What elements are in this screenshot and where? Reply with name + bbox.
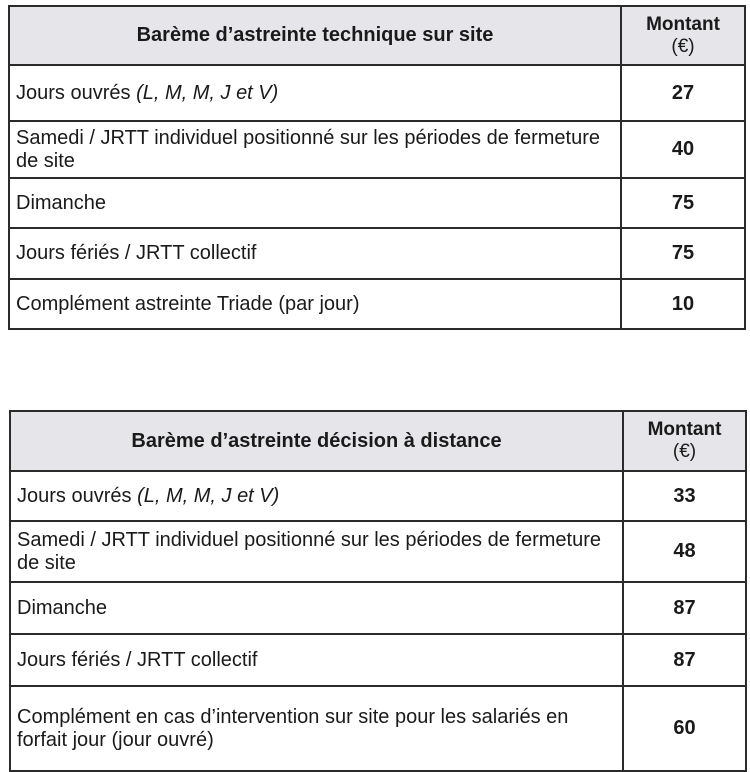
row-label: Dimanche [10, 582, 623, 634]
table-row [10, 686, 746, 771]
amount-column-header [621, 6, 745, 65]
table-header-row [10, 411, 746, 471]
bareme-distance-table [9, 410, 747, 772]
row-amount: 75 [621, 228, 745, 279]
row-amount: 40 [621, 121, 745, 178]
row-label-italic: (L, M, M, J et V) [136, 81, 279, 104]
amount-column-header [623, 411, 746, 471]
amount-header-label: Montant [647, 419, 722, 440]
row-label: Dimanche [9, 178, 621, 228]
row-label-text: Jours ouvrés [16, 81, 137, 104]
row-amount: 87 [623, 634, 746, 686]
row-label-text: Jours ouvrés [17, 484, 138, 507]
table-row [10, 471, 746, 521]
table-header-row [9, 6, 745, 65]
table-row [10, 521, 746, 582]
table-row [10, 582, 746, 634]
amount-header-label: Montant [646, 13, 720, 35]
table-row [9, 65, 745, 121]
row-label: Jours fériés / JRTT collectif [9, 228, 621, 279]
table-row [9, 279, 745, 329]
row-label [10, 471, 623, 521]
table-title: Barème d’astreinte décision à distance [10, 411, 623, 471]
row-label-italic: (L, M, M, J et V) [137, 484, 280, 507]
row-label: Samedi / JRTT individuel positionné sur les périodes de fermeture de site [9, 121, 621, 178]
row-amount: 33 [623, 471, 746, 521]
row-amount: 87 [623, 582, 746, 634]
table-row [10, 634, 746, 686]
row-amount: 27 [621, 65, 745, 121]
bareme-technique-table [8, 5, 746, 330]
row-label: Complément en cas d’intervention sur site pour les salariés en forfait jour (jour ouvré) [10, 686, 623, 771]
row-amount: 48 [623, 521, 746, 582]
table-title: Barème d’astreinte technique sur site [9, 6, 621, 65]
row-amount: 10 [621, 279, 745, 329]
amount-unit: (€) [672, 441, 697, 462]
table-row [9, 228, 745, 279]
row-label [9, 65, 621, 121]
table-row [9, 121, 745, 178]
row-amount: 60 [623, 686, 746, 771]
row-label: Complément astreinte Triade (par jour) [9, 279, 621, 329]
row-label: Samedi / JRTT individuel positionné sur les périodes de fermeture de site [10, 521, 623, 582]
table-row [9, 178, 745, 228]
row-label: Jours fériés / JRTT collectif [10, 634, 623, 686]
row-amount: 75 [621, 178, 745, 228]
amount-unit: (€) [671, 35, 695, 57]
